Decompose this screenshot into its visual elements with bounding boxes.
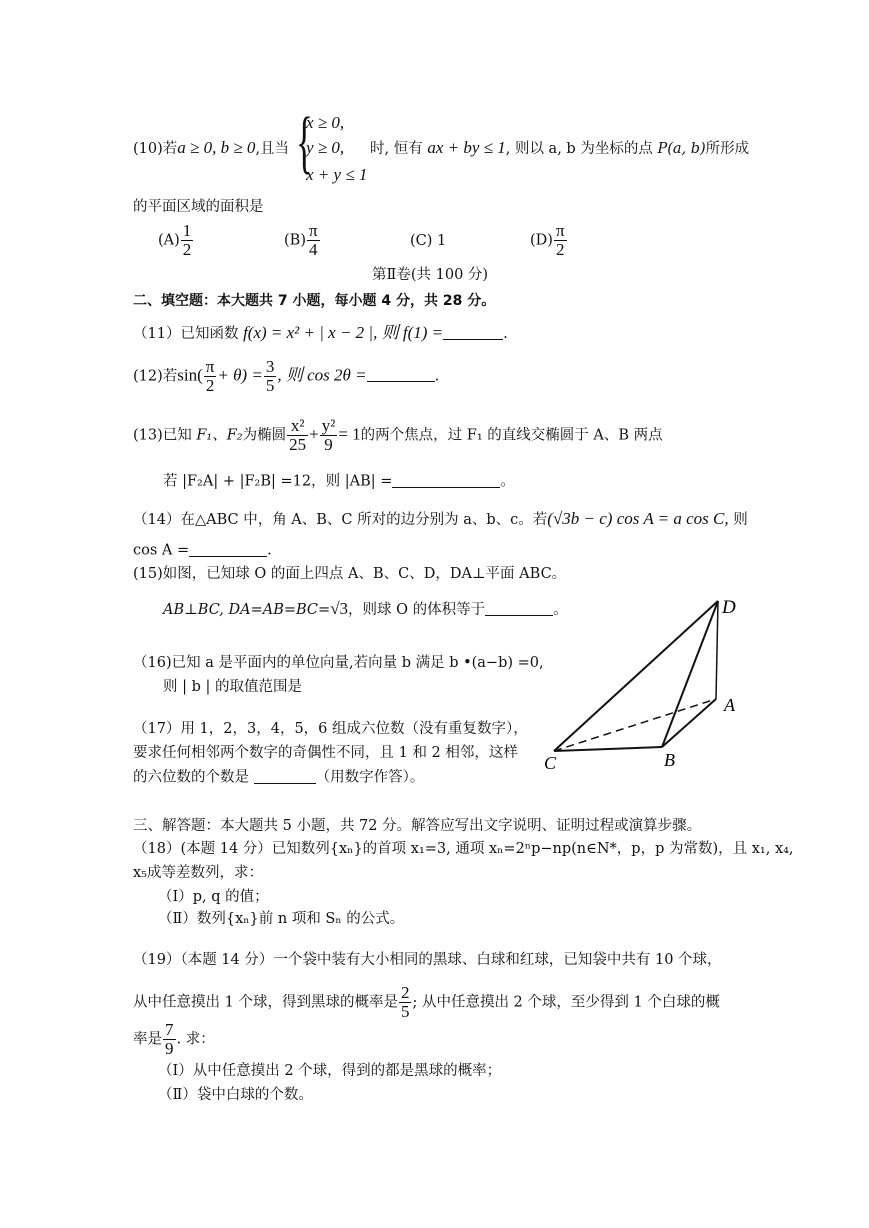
q10-line1-right: 时, 恒有 ax + by ≤ 1, 则以 a, b 为坐标的点 P(a, b)所形成	[370, 138, 750, 157]
q16-line1: （16)已知 a 是平面内的单位向量,若向量 b 满足 b •(a−b) =0,	[133, 655, 544, 671]
q10-system-2: y ≥ 0,	[306, 138, 345, 157]
q12-line: (12)若sin( $\frac{\pi}{2}$ + θ) = $\frac{3}{5}$ , 则 cos 2θ = .	[133, 357, 440, 395]
q18-line2: x₅成等差数列，求：	[133, 865, 263, 881]
label-b: B	[664, 750, 675, 770]
q17-answer-blank[interactable]	[254, 768, 316, 784]
q10-ineq: ax + by ≤ 1	[427, 138, 506, 157]
q11-line: （11）已知函数 f(x) = x² + | x − 2 |, 则 f(1) = .	[133, 323, 508, 342]
q18-part2: （Ⅱ）数列{xₙ}前 n 项和 Sₙ 的公式。	[158, 911, 405, 927]
q10-system-3: x + y ≤ 1	[306, 165, 368, 184]
q19-part2: （Ⅱ）袋中白球的个数。	[158, 1087, 313, 1103]
q10-option-a: (A) $\frac{1}{2}$	[158, 221, 192, 259]
q18-line1: （18）(本题 14 分）已知数列{xₙ}的首项 x₁=3, 通项 xₙ=2ⁿp−np(n∈N*，p，p 为常数)，且 x₁, x₄,	[133, 841, 794, 857]
q17-line2: 要求任何相邻两个数字的奇偶性不同，且 1 和 2 相邻，这样	[133, 745, 518, 761]
edge-cb	[554, 747, 662, 751]
q13-line2: 若 |F₂A| + |F₂B| =12，则 |AB| = 。	[163, 473, 515, 490]
q10-cond-ab: a ≥ 0, b ≥ 0	[177, 138, 256, 157]
q12-answer-blank[interactable]	[367, 367, 435, 383]
q10-prefix: (10)若	[133, 141, 178, 157]
q15-line2: AB⊥BC, DA=AB=BC=√3，则球 O 的体积等于 。	[163, 599, 568, 618]
q17-line3: 的六位数的个数是 （用数字作答）。	[133, 769, 425, 786]
q19-part1: （Ⅰ）从中任意摸出 2 个球，得到的都是黑球的概率；	[158, 1063, 502, 1079]
q19-line3: 率是 $\frac{7}{9}$ . 求：	[133, 1020, 215, 1058]
edge-ca-hidden	[554, 699, 716, 751]
q15-line1: (15)如图，已知球 O 的面上四点 A、B、C、D，DA⊥平面 ABC。	[133, 566, 567, 582]
edge-da	[716, 601, 718, 699]
q13-line1: (13)已知 F₁、F₂为椭圆 $\frac{\text{x²}}{25}$ + $\frac{\text{y²}}{9}$ = 1的两个焦点，过 F₁ 的直线交椭圆于 A、B 两点	[133, 416, 663, 454]
q16-line2: 则 | b | 的取值范围是	[163, 679, 302, 695]
q14-line1: （14）在△ABC 中，角 A、B、C 所对的边分别为 a、b、c。若(√3b − c) cos A = a cos C, 则	[133, 509, 748, 528]
edge-cd	[554, 601, 718, 751]
q11-answer-blank[interactable]	[443, 325, 503, 341]
label-d: D	[722, 597, 736, 618]
q10-line1	[133, 137, 289, 159]
q10-line2: 的平面区域的面积是	[133, 199, 264, 215]
tetrahedron-figure	[530, 585, 750, 775]
section3-heading: 三、解答题：本大题共 5 小题，共 72 分。解答应写出文字说明、证明过程或演算步骤。	[133, 818, 702, 834]
q14-line2: cos A = .	[133, 542, 272, 559]
edge-ba	[662, 699, 716, 747]
q13-answer-blank[interactable]	[392, 472, 500, 488]
q10-option-c: (C) 1	[410, 233, 447, 249]
label-a: A	[724, 695, 735, 715]
q10-option-b: (B) $\frac{\pi}{4}$	[284, 221, 318, 259]
q18-part1: （Ⅰ）p, q 的值；	[158, 889, 269, 905]
q17-line1: （17）用 1，2，3，4，5，6 组成六位数（没有重复数字），	[133, 721, 528, 737]
section2-heading: 二、填空题：本大题共 7 小题，每小题 4 分，共 28 分。	[133, 293, 496, 309]
q10-brace: {	[296, 104, 313, 181]
q14-answer-blank[interactable]	[189, 541, 267, 557]
edge-bd	[662, 601, 718, 747]
q19-line1: （19）（本题 14 分）一个袋中装有大小相同的黑球、白球和红球，已知袋中共有 10 个球，	[133, 952, 722, 968]
q10-when: ,且当	[255, 141, 290, 157]
part2-title: 第Ⅱ卷(共 100 分)	[372, 267, 489, 283]
label-c: C	[544, 753, 557, 773]
q10-option-d: (D) $\frac{\pi}{2}$	[530, 221, 565, 259]
q19-line2: 从中任意摸出 1 个球，得到黑球的概率是 $\frac{2}{5}$ ; 从中任意摸出 2 个球，至少得到 1 个白球的概	[133, 983, 720, 1021]
q10-point: P(a, b)	[657, 141, 706, 157]
q10-system-1: x ≥ 0,	[306, 113, 345, 132]
